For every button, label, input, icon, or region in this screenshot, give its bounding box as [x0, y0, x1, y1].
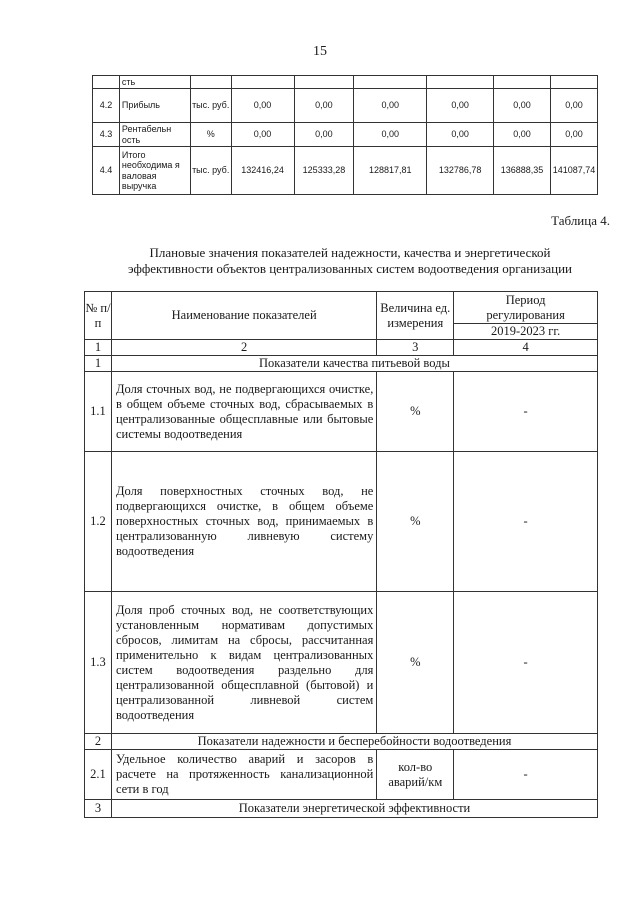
value-cell: 0,00: [494, 89, 551, 123]
row-number: 4.4: [93, 147, 120, 195]
section-row: [85, 734, 598, 750]
row-name: Рентабельн ость: [119, 123, 190, 147]
row-number: 4.2: [93, 89, 120, 123]
value-cell: 0,00: [494, 123, 551, 147]
value-cell: [231, 76, 294, 89]
section-title: Показатели надежности и бесперебойности водоотведения: [111, 734, 597, 750]
row-value: -: [454, 452, 598, 592]
header-row: [85, 292, 598, 340]
row-name: Итого необходима я валовая выручка: [119, 147, 190, 195]
row-name: сть: [119, 76, 190, 89]
row-number: 4.3: [93, 123, 120, 147]
table-row: [85, 452, 598, 592]
table-title-line: Плановые значения показателей надежности, качества и энергетической: [149, 245, 551, 260]
value-cell: 0,00: [550, 89, 597, 123]
value-cell: 0,00: [294, 89, 354, 123]
section-title: Показатели качества питьевой воды: [111, 356, 597, 372]
row-number: [93, 76, 120, 89]
table-row: [85, 592, 598, 734]
row-name: Прибыль: [119, 89, 190, 123]
table-row: [93, 123, 598, 147]
row-unit: %: [377, 452, 454, 592]
value-cell: 128817,81: [354, 147, 427, 195]
section-number: 2: [85, 734, 112, 750]
value-cell: [354, 76, 427, 89]
header-period-line: регулирования: [486, 307, 565, 322]
row-unit: %: [190, 123, 231, 147]
value-cell: [550, 76, 597, 89]
value-cell: 132416,24: [231, 147, 294, 195]
table-row: [93, 76, 598, 89]
row-unit: кол-во аварий/км: [377, 750, 454, 800]
row-name: Удельное количество аварий и засоров в расчете на протяженность канализационной сети в год: [111, 750, 376, 800]
header-period-years: 2019-2023 гг.: [454, 323, 597, 339]
value-cell: 125333,28: [294, 147, 354, 195]
table-caption: Таблица 4.: [551, 213, 610, 228]
section-number: 1: [85, 356, 112, 372]
value-cell: 136888,35: [494, 147, 551, 195]
header-period: [454, 292, 598, 340]
table-title: [60, 245, 640, 277]
col-number: 2: [111, 340, 376, 356]
value-cell: [294, 76, 354, 89]
header-unit: Величина ед. измерения: [377, 292, 454, 340]
col-number: 3: [377, 340, 454, 356]
value-cell: [427, 76, 494, 89]
table-row: [93, 89, 598, 123]
value-cell: 0,00: [294, 123, 354, 147]
section-title: Показатели энергетической эффективности: [111, 800, 597, 818]
row-value: -: [454, 592, 598, 734]
value-cell: 0,00: [231, 123, 294, 147]
row-name: Доля сточных вод, не подвергающихся очистке, в общем объеме сточных вод, сбрасываемых в централизованные общесплавные или бытовые системы водоотведения: [111, 372, 376, 452]
header-num: № п/п: [85, 292, 112, 340]
row-value: -: [454, 372, 598, 452]
value-cell: [494, 76, 551, 89]
value-cell: 0,00: [550, 123, 597, 147]
value-cell: 0,00: [427, 123, 494, 147]
table-row: [93, 147, 598, 195]
table-title-line: эффективности объектов централизованных систем водоотведения организации: [128, 261, 572, 276]
row-name: Доля поверхностных сточных вод, не подвергающихся очистке, в общем объеме поверхностных сточных вод, принимаемых в централизованную ливневую систему водоотведения: [111, 452, 376, 592]
row-number: 1.1: [85, 372, 112, 452]
value-cell: 132786,78: [427, 147, 494, 195]
value-cell: 0,00: [354, 89, 427, 123]
table-row: [85, 372, 598, 452]
financial-table: [92, 75, 598, 195]
section-row: [85, 356, 598, 372]
indicators-table: [84, 291, 598, 818]
table-row: [85, 750, 598, 800]
section-number: 3: [85, 800, 112, 818]
row-unit: %: [377, 592, 454, 734]
column-numbers-row: [85, 340, 598, 356]
row-number: 2.1: [85, 750, 112, 800]
header-name: Наименование показателей: [111, 292, 376, 340]
row-unit: [190, 76, 231, 89]
section-row: [85, 800, 598, 818]
row-value: -: [454, 750, 598, 800]
value-cell: 0,00: [427, 89, 494, 123]
col-number: 1: [85, 340, 112, 356]
header-period-line: Период: [505, 292, 546, 307]
row-unit: %: [377, 372, 454, 452]
value-cell: 0,00: [354, 123, 427, 147]
row-number: 1.2: [85, 452, 112, 592]
row-unit: тыс. руб.: [190, 147, 231, 195]
row-unit: тыс. руб.: [190, 89, 231, 123]
col-number: 4: [454, 340, 598, 356]
row-number: 1.3: [85, 592, 112, 734]
page-number: 15: [313, 44, 327, 59]
value-cell: 0,00: [231, 89, 294, 123]
row-name: Доля проб сточных вод, не соответствующих установленным нормативам допустимых сбросов, лимитам на сбросы, рассчитанная применительно к видам централизованных систем водоотведения раздельно для централизованной общесплавной (бытовой) и централизованной ливневой систем водоотведения: [111, 592, 376, 734]
value-cell: 141087,74: [550, 147, 597, 195]
